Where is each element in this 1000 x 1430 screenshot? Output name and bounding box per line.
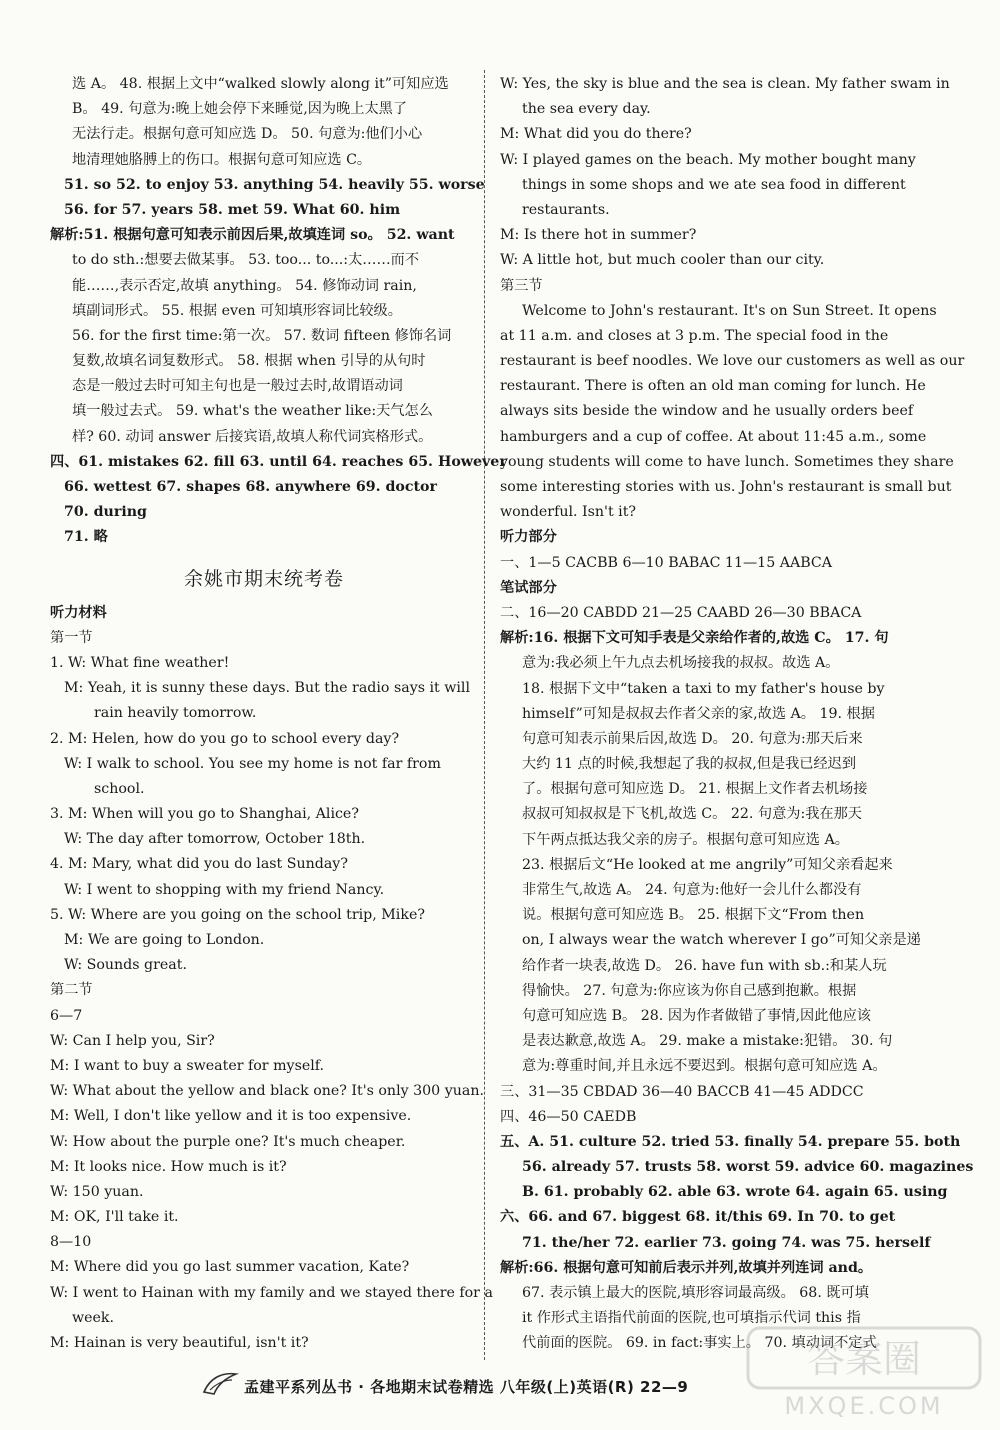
text-line: 23. 根据后文“He looked at me angrily”可知父亲看起来 bbox=[522, 856, 893, 873]
text-line: 地清理她胳膊上的伤口。根据句意可知应选 C。 bbox=[72, 151, 372, 168]
text-line: 复数,故填名词复数形式。 58. 根据 when 引导的从句时 bbox=[72, 353, 426, 370]
text-line: 非常生气,故选 A。 24. 句意为:他好一会儿什么都没有 bbox=[522, 882, 862, 898]
text-line: restaurant. There is often an old man coming for lunch. He bbox=[500, 378, 926, 395]
text-line: 说。根据句意可知应选 B。 25. 根据下文“From then bbox=[522, 907, 865, 924]
text-line: 得愉快。 27. 句意为:你应该为你自己感到抱歉。根据 bbox=[522, 982, 857, 999]
text-line: rain heavily tomorrow. bbox=[94, 705, 257, 722]
text-line: 态是一般过去时可知主句也是一般过去时,故谓语动词 bbox=[72, 378, 403, 395]
text-line: 解析:51. 根据句意可知表示前因后果,故填连词 so。 52. want bbox=[50, 227, 455, 244]
text-line: 四、61. mistakes 62. fill 63. until 64. reaches 65. However bbox=[50, 453, 507, 470]
text-line: W: Can I help you, Sir? bbox=[50, 1032, 215, 1049]
text-line: things in some shops and we ate sea food in different bbox=[522, 176, 906, 193]
text-line: W: How about the purple one? It's much cheaper. bbox=[50, 1133, 406, 1150]
text-line: 听力部分 bbox=[500, 529, 557, 546]
text-line: week. bbox=[72, 1309, 115, 1326]
column-divider bbox=[484, 70, 485, 1360]
text-line: 1. W: What fine weather! bbox=[50, 654, 230, 671]
text-line: 听力材料 bbox=[50, 604, 107, 621]
text-line: 句意可知表示前果后因,故选 D。 20. 句意为:那天后来 bbox=[522, 730, 863, 747]
text-line: 一、1—5 CACBB 6—10 BABAC 11—15 AABCA bbox=[500, 554, 833, 571]
text-line: himself”可知是叔叔去作者父亲的家,故选 A。 19. 根据 bbox=[522, 705, 875, 722]
text-line: B。 49. 句意为:晚上她会停下来睡觉,因为晚上太黑了 bbox=[72, 101, 408, 118]
text-line: 填一般过去式。 59. what's the weather like:天气怎么 bbox=[72, 403, 433, 420]
text-line: W: Yes, the sky is blue and the sea is clean. My father swam in bbox=[500, 76, 950, 92]
text-line: Welcome to John's restaurant. It's on Sun Street. It opens bbox=[522, 302, 937, 319]
text-line: 意为:我必须上午九点去机场接我的叔叔。故选 A。 bbox=[522, 655, 840, 672]
text-line: M: It looks nice. How much is it? bbox=[50, 1158, 287, 1175]
series-logo-icon bbox=[200, 1368, 240, 1398]
text-line: restaurant is beef noodles. We love our customers as well as our bbox=[500, 353, 965, 370]
footer-text: 孟建平系列丛书 · 各地期末试卷精选 八年级(上)英语(R) 22—9 bbox=[244, 1378, 689, 1396]
text-line: W: I went to shopping with my friend Nancy. bbox=[64, 881, 385, 898]
text-line: B. 61. probably 62. able 63. wrote 64. again 65. using bbox=[522, 1184, 948, 1201]
section-title: 余姚市期末统考卷 bbox=[183, 567, 344, 590]
text-line: 三、31—35 CBDAD 36—40 BACCB 41—45 ADDCC bbox=[500, 1083, 864, 1100]
text-line: M: Where did you go last summer vacation, Kate? bbox=[50, 1259, 410, 1276]
text-line: 解析:66. 根据句意可知前后表示并列,故填并列连词 and。 bbox=[500, 1259, 873, 1276]
text-line: 4. M: Mary, what did you do last Sunday? bbox=[50, 856, 348, 873]
text-line: 第一节 bbox=[50, 629, 93, 646]
text-line: W: A little hot, but much cooler than our city. bbox=[500, 252, 825, 269]
watermark-line2: MXQE.COM bbox=[784, 1392, 944, 1420]
watermark-line1: 答案圈 bbox=[806, 1337, 922, 1381]
left-column bbox=[50, 72, 507, 1356]
right-column bbox=[500, 72, 974, 1357]
text-line: M: OK, I'll take it. bbox=[50, 1209, 179, 1226]
text-line: W: I walk to school. You see my home is not far from bbox=[64, 755, 441, 772]
text-line: 能……,表示否定,故填 anything。 54. 修饰动词 rain, bbox=[72, 277, 417, 294]
text-line: 了。根据句意可知应选 D。 21. 根据上文作者去机场接 bbox=[522, 781, 868, 798]
text-line: it 作形式主语指代前面的医院,也可填指示代词 this 指 bbox=[522, 1310, 861, 1327]
text-line: 意为:尊重时间,并且永远不要迟到。根据句意可知应选 A。 bbox=[522, 1058, 887, 1075]
text-line: 笔试部分 bbox=[500, 579, 557, 596]
text-line: W: Sounds great. bbox=[64, 957, 187, 974]
text-line: hamburgers and a cup of coffee. At about 11:45 a.m., some bbox=[500, 428, 927, 445]
text-line: 六、66. and 67. biggest 68. it/this 69. In 70. to get bbox=[500, 1209, 896, 1226]
text-line: 四、46—50 CAEDB bbox=[500, 1108, 637, 1125]
text-line: 大约 11 点的时候,我想起了我的叔叔,但是我已经迟到 bbox=[522, 756, 857, 773]
text-line: 18. 根据下文中“taken a taxi to my father's house by bbox=[522, 680, 885, 697]
text-line: wonderful. Isn't it? bbox=[500, 504, 637, 521]
watermark-logo bbox=[744, 1322, 984, 1422]
text-line: 5. W: Where are you going on the school trip, Mike? bbox=[50, 906, 425, 923]
text-line: young students will come to have lunch. Sometimes they share bbox=[500, 453, 954, 470]
text-line: M: What did you do there? bbox=[500, 126, 692, 143]
text-line: 51. so 52. to enjoy 53. anything 54. heavily 55. worse bbox=[64, 176, 485, 193]
text-line: 70. during bbox=[64, 504, 147, 521]
text-line: 第二节 bbox=[50, 982, 93, 999]
text-line: some interesting stories with us. John's restaurant is small but bbox=[500, 479, 952, 495]
text-line: M: We are going to London. bbox=[64, 932, 265, 948]
text-line: 2. M: Helen, how do you go to school every day? bbox=[50, 730, 400, 747]
text-line: the sea every day. bbox=[522, 101, 651, 118]
text-line: 下午两点抵达我父亲的房子。根据句意可知应选 A。 bbox=[522, 831, 849, 848]
text-line: 56. for 57. years 58. met 59. What 60. him bbox=[64, 201, 401, 218]
text-line: 56. already 57. trusts 58. worst 59. advice 60. magazines bbox=[522, 1159, 974, 1176]
text-line: 二、16—20 CABDD 21—25 CAABD 26—30 BBACA bbox=[500, 604, 862, 621]
text-line: to do sth.:想要去做某事。 53. too... to...:太……而不 bbox=[72, 252, 420, 269]
text-line: 选 A。 48. 根据上文中“walked slowly along it”可知应选 bbox=[72, 76, 449, 92]
text-line: 66. wettest 67. shapes 68. anywhere 69. doctor bbox=[64, 479, 437, 495]
text-line: 填副词形式。 55. 根据 even 可知填形容词比较级。 bbox=[72, 302, 402, 319]
text-line: 3. M: When will you go to Shanghai, Alice? bbox=[50, 806, 359, 823]
text-line: 代前面的医院。 69. in fact:事实上。 70. 填动词不定式 bbox=[522, 1335, 877, 1352]
text-line: M: Well, I don't like yellow and it is too expensive. bbox=[50, 1108, 412, 1125]
text-line: M: Is there hot in summer? bbox=[500, 227, 697, 244]
text-line: 给作者一块表,故选 D。 26. have fun with sb.:和某人玩 bbox=[522, 957, 887, 974]
text-line: on, I always wear the watch wherever I go”可知父亲是递 bbox=[522, 932, 921, 949]
text-line: W: 150 yuan. bbox=[50, 1183, 144, 1200]
text-line: 56. for the first time:第一次。 57. 数词 fifteen 修饰名词 bbox=[72, 327, 452, 344]
text-line: 句意可知应选 B。 28. 因为作者做错了事情,因此他应该 bbox=[522, 1007, 871, 1024]
text-line: 叔叔可知叔叔是下飞机,故选 C。 22. 句意为:我在那天 bbox=[522, 806, 862, 823]
text-line: 6—7 bbox=[50, 1007, 83, 1024]
text-line: at 11 a.m. and closes at 3 p.m. The special food in the bbox=[500, 327, 889, 344]
text-line: 8—10 bbox=[50, 1234, 92, 1251]
text-line: W: What about the yellow and black one? It's only 300 yuan. bbox=[50, 1083, 484, 1100]
text-line: 第三节 bbox=[500, 277, 543, 294]
text-line: restaurants. bbox=[522, 201, 610, 218]
text-line: W: I went to Hainan with my family and we stayed there for a bbox=[50, 1284, 493, 1301]
text-line: 解析:16. 根据下文可知手表是父亲给作者的,故选 C。 17. 句 bbox=[500, 630, 889, 647]
text-line: 67. 表示镇上最大的医院,填形容词最高级。 68. 既可填 bbox=[522, 1285, 869, 1301]
text-line: M: Hainan is very beautiful, isn't it? bbox=[50, 1335, 309, 1351]
text-line: 71. 略 bbox=[64, 529, 108, 546]
text-line: 样? 60. 动词 answer 后接宾语,故填人称代词宾格形式。 bbox=[72, 428, 433, 445]
text-line: 五、A. 51. culture 52. tried 53. finally 54. prepare 55. both bbox=[500, 1133, 961, 1150]
text-line: always sits beside the window and he usually orders beef bbox=[500, 403, 914, 420]
text-line: W: The day after tomorrow, October 18th. bbox=[64, 831, 366, 848]
text-line: M: I want to buy a sweater for myself. bbox=[50, 1057, 325, 1074]
text-line: 无法行走。根据句意可知应选 D。 50. 句意为:他们小心 bbox=[72, 126, 423, 143]
text-line: M: Yeah, it is sunny these days. But the radio says it will bbox=[64, 680, 471, 697]
text-line: school. bbox=[94, 780, 145, 797]
text-line: 是表达歉意,故选 A。 29. make a mistake:犯错。 30. 句 bbox=[522, 1033, 893, 1050]
text-line: W: I played games on the beach. My mother bought many bbox=[500, 151, 916, 168]
text-line: 71. the/her 72. earlier 73. going 74. was 75. herself bbox=[522, 1234, 931, 1251]
